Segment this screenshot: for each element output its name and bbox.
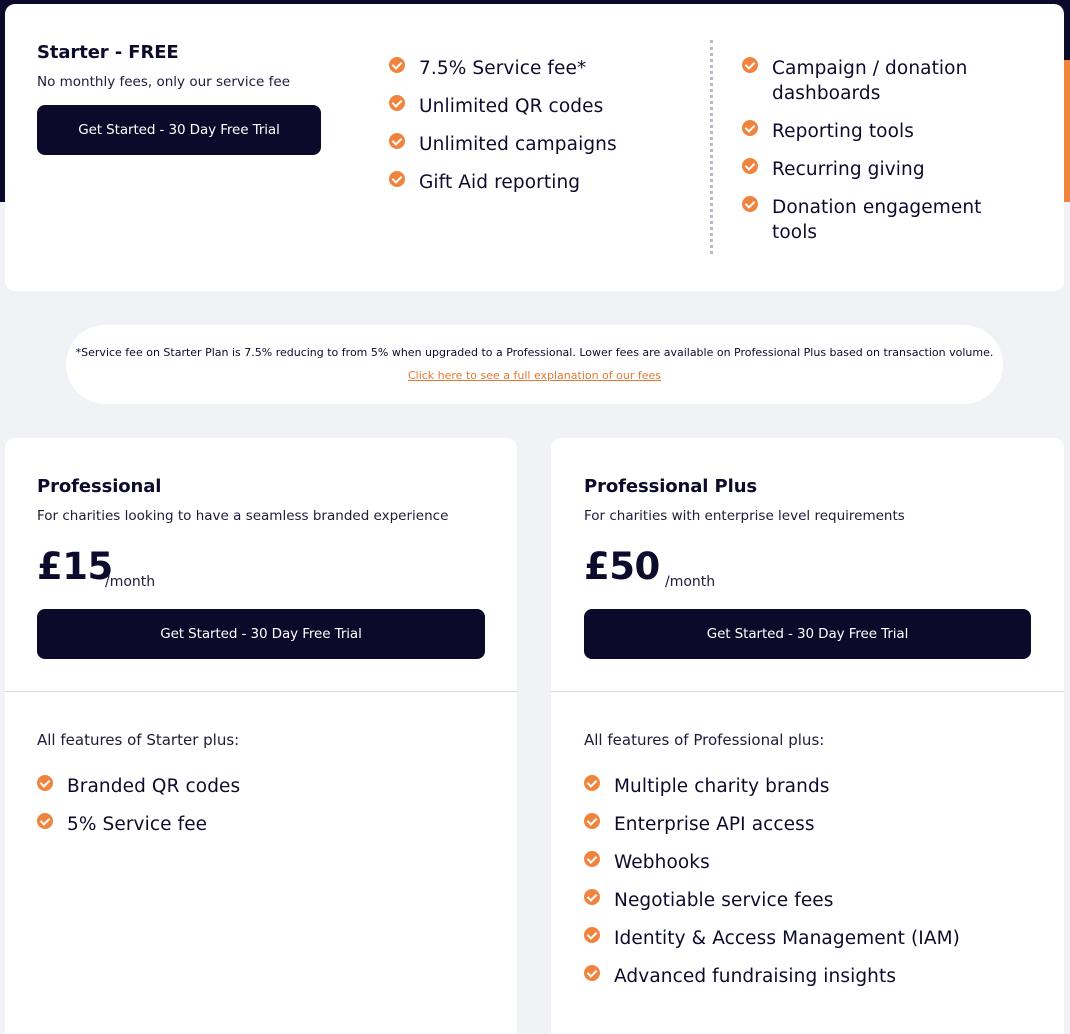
- feature-item: [389, 170, 689, 195]
- feature-label: Identity & Access Management (IAM): [614, 928, 960, 949]
- check-icon: [584, 965, 600, 981]
- starter-plan-card: [5, 4, 1064, 291]
- professional-plus-price-period: /month: [665, 574, 716, 590]
- feature-label: Enterprise API access: [614, 814, 815, 835]
- check-icon: [584, 851, 600, 867]
- check-icon: [742, 120, 758, 136]
- feature-label: Advanced fundraising insights: [614, 966, 897, 987]
- feature-item: [584, 926, 1044, 951]
- starter-features-right: [742, 56, 1002, 258]
- check-icon: [389, 133, 405, 149]
- feature-label: Negotiable service fees: [614, 890, 834, 911]
- check-icon: [584, 927, 600, 943]
- card-divider: [5, 691, 517, 692]
- feature-label: Unlimited QR codes: [419, 96, 604, 117]
- check-icon: [389, 57, 405, 73]
- check-icon: [742, 57, 758, 73]
- service-fee-note-text: *Service fee on Starter Plan is 7.5% reducing to from 5% when upgraded to a Professional. Lower fees are available on Professional Plus based on transaction volume.: [75, 346, 994, 359]
- feature-item: [389, 56, 689, 81]
- feature-label: Multiple charity brands: [614, 776, 830, 797]
- feature-item: [389, 132, 689, 157]
- professional-plus-plan-subtitle: For charities with enterprise level requirements: [584, 508, 905, 524]
- feature-item: [37, 774, 477, 799]
- feature-label: 5% Service fee: [67, 814, 208, 835]
- professional-plus-includes-heading: All features of Professional plus:: [584, 731, 825, 749]
- professional-price-period: /month: [105, 574, 156, 590]
- professional-plus-get-started-button[interactable]: Get Started - 30 Day Free Trial: [584, 609, 1031, 659]
- professional-plus-plan-card: [551, 438, 1064, 1034]
- check-icon: [584, 813, 600, 829]
- feature-item: [584, 774, 1044, 799]
- starter-features-left: [389, 56, 689, 208]
- professional-plus-features: [584, 774, 1044, 1002]
- professional-features: [37, 774, 477, 850]
- feature-item: [37, 812, 477, 837]
- card-divider: [551, 691, 1064, 692]
- feature-item: [584, 888, 1044, 913]
- feature-item: [742, 119, 1002, 144]
- professional-price: £15: [37, 545, 113, 588]
- feature-label: Campaign / donation dashboards: [772, 58, 968, 104]
- feature-item: [389, 94, 689, 119]
- accent-strip: [1064, 60, 1070, 202]
- professional-plan-subtitle: For charities looking to have a seamless branded experience: [37, 508, 449, 524]
- starter-get-started-button[interactable]: Get Started - 30 Day Free Trial: [37, 105, 321, 155]
- feature-label: Webhooks: [614, 852, 710, 873]
- starter-plan-title: Starter - FREE: [37, 42, 179, 63]
- feature-item: [584, 812, 1044, 837]
- feature-item: [742, 195, 1002, 245]
- check-icon: [584, 775, 600, 791]
- starter-plan-subtitle: No monthly fees, only our service fee: [37, 74, 290, 90]
- check-icon: [389, 171, 405, 187]
- check-icon: [37, 813, 53, 829]
- feature-label: Gift Aid reporting: [419, 172, 581, 193]
- professional-plus-plan-title: Professional Plus: [584, 476, 758, 497]
- feature-label: Unlimited campaigns: [419, 134, 617, 155]
- feature-label: 7.5% Service fee*: [419, 58, 587, 79]
- check-icon: [37, 775, 53, 791]
- feature-item: [584, 964, 1044, 989]
- feature-label: Donation engagement tools: [772, 197, 982, 243]
- professional-plan-title: Professional: [37, 476, 162, 497]
- check-icon: [742, 158, 758, 174]
- service-fee-note: [66, 325, 1003, 404]
- feature-label: Recurring giving: [772, 159, 925, 180]
- feature-item: [742, 157, 1002, 182]
- feature-label: Reporting tools: [772, 121, 914, 142]
- professional-get-started-button[interactable]: Get Started - 30 Day Free Trial: [37, 609, 485, 659]
- feature-item: [742, 56, 1002, 106]
- professional-plus-price: £50: [584, 545, 660, 588]
- check-icon: [584, 889, 600, 905]
- check-icon: [389, 95, 405, 111]
- feature-label: Branded QR codes: [67, 776, 241, 797]
- professional-includes-heading: All features of Starter plus:: [37, 731, 240, 749]
- professional-plan-card: [5, 438, 517, 1034]
- feature-column-divider: [710, 40, 713, 254]
- feature-item: [584, 850, 1044, 875]
- check-icon: [742, 196, 758, 212]
- fees-explanation-link[interactable]: Click here to see a full explanation of our fees: [407, 369, 662, 382]
